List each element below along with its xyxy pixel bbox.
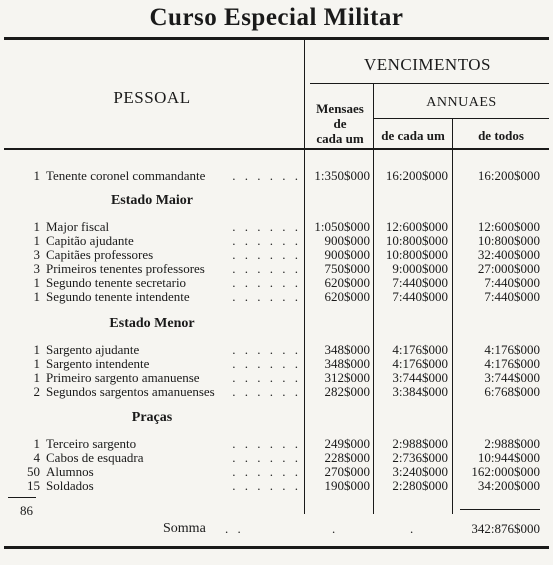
row-quantity: 4	[33, 450, 40, 465]
row-annual-each: 2:280$000	[392, 478, 448, 493]
section-estado-menor: Estado Menor	[109, 316, 195, 331]
row-annual-total: 3:744$000	[484, 370, 540, 385]
row-leader-dots: . . . . . .	[232, 436, 301, 451]
header-mensaes-line3: cada um	[316, 131, 364, 146]
row-annual-total: 10:944$000	[477, 450, 540, 465]
row-annual-each: 3:744$000	[392, 370, 448, 385]
row-leader-dots: . . . . . .	[232, 247, 301, 262]
row-quantity: 15	[27, 478, 40, 493]
row-quantity: 50	[27, 464, 40, 479]
row-annual-total: 7:440$000	[484, 275, 540, 290]
row-leader-dots: . . . . . .	[232, 233, 301, 248]
table-row	[0, 357, 553, 371]
table-row	[0, 343, 553, 357]
row-leader-dots: . . . . . .	[232, 478, 301, 493]
row-mensal: 620$000	[324, 289, 370, 304]
row-annual-each: 12:600$000	[385, 219, 448, 234]
row-quantity: 1	[33, 168, 40, 183]
header-mensaes	[307, 101, 373, 146]
somma-dot-c1: .	[332, 521, 336, 536]
row-quantity: 1	[33, 219, 40, 234]
page-title: Curso Especial Militar	[149, 4, 404, 31]
somma-rule	[460, 509, 540, 510]
row-mensal: 270$000	[324, 464, 370, 479]
table-row	[0, 385, 553, 399]
row-leader-dots: . . . . . .	[232, 384, 301, 399]
table-row	[0, 371, 553, 385]
row-quantity: 3	[33, 261, 40, 276]
table-row	[0, 451, 553, 465]
row-mensal: 348$000	[324, 356, 370, 371]
row-mensal: 228$000	[324, 450, 370, 465]
table-row	[0, 290, 553, 304]
row-annual-each: 9:000$000	[392, 261, 448, 276]
row-leader-dots: . . . . . .	[232, 289, 301, 304]
row-quantity: 1	[33, 289, 40, 304]
row-label: Soldados	[46, 479, 97, 493]
header-bottom-rule	[4, 148, 549, 150]
row-annual-total: 32:400$000	[477, 247, 540, 262]
row-mensal: 620$000	[324, 275, 370, 290]
section-pracas: Praças	[131, 410, 173, 425]
row-mensal: 900$000	[324, 233, 370, 248]
table-row	[0, 169, 553, 183]
table-row	[0, 465, 553, 479]
row-label: Capitães professores	[46, 248, 156, 262]
row-annual-each: 2:736$000	[392, 450, 448, 465]
row-annual-each: 10:800$000	[385, 233, 448, 248]
header-mensaes-line1: Mensaes	[316, 101, 364, 116]
row-annual-total: 34:200$000	[477, 478, 540, 493]
top-rule	[4, 37, 549, 40]
row-annual-total: 27:000$000	[477, 261, 540, 276]
row-quantity: 3	[33, 247, 40, 262]
row-quantity: 2	[33, 384, 40, 399]
row-mensal: 348$000	[324, 342, 370, 357]
row-leader-dots: . . . . . .	[232, 219, 301, 234]
table-row	[0, 262, 553, 276]
row-leader-dots: . . . . . .	[232, 356, 301, 371]
total-count: 86	[20, 503, 33, 518]
row-label: Terceiro sargento	[46, 437, 139, 451]
table-row	[0, 479, 553, 493]
row-annual-each: 4:176$000	[392, 356, 448, 371]
row-quantity: 1	[33, 233, 40, 248]
row-quantity: 1	[33, 356, 40, 371]
table-row	[0, 276, 553, 290]
row-annual-each: 4:176$000	[392, 342, 448, 357]
header-mensaes-line2: de	[333, 116, 347, 131]
row-mensal: 282$000	[324, 384, 370, 399]
row-label: Segundo tenente secretario	[46, 276, 189, 290]
row-annual-each: 7:440$000	[392, 275, 448, 290]
row-label: Segundos sargentos amanuenses	[46, 385, 218, 399]
row-leader-dots: . . . . . .	[232, 342, 301, 357]
row-label: Segundo tenente intendente	[46, 290, 193, 304]
row-leader-dots: . . . . . .	[232, 275, 301, 290]
row-annual-total: 4:176$000	[484, 356, 540, 371]
header-de-todos: de todos	[478, 128, 524, 143]
row-leader-dots: . . . . . .	[232, 450, 301, 465]
bottom-rule	[4, 546, 549, 549]
table-row	[0, 248, 553, 262]
somma-value: 342:876$000	[471, 521, 540, 536]
row-annual-total: 162:000$000	[471, 464, 540, 479]
row-annual-total: 16:200$000	[477, 168, 540, 183]
row-leader-dots: . . . . . .	[232, 370, 301, 385]
row-quantity: 1	[33, 370, 40, 385]
header-pessoal: PESSOAL	[113, 88, 191, 107]
row-mensal: 312$000	[324, 370, 370, 385]
row-label: Sargento intendente	[46, 357, 152, 371]
row-quantity: 1	[33, 342, 40, 357]
row-annual-total: 6:768$000	[484, 384, 540, 399]
row-annual-each: 16:200$000	[385, 168, 448, 183]
row-label: Primeiros tenentes professores	[46, 262, 208, 276]
row-leader-dots: . . . . . .	[232, 261, 301, 276]
row-label: Tenente coronel commandante	[46, 169, 208, 183]
row-annual-each: 2:988$000	[392, 436, 448, 451]
row-annual-each: 10:800$000	[385, 247, 448, 262]
vencimentos-underline	[310, 83, 549, 84]
row-mensal: 1:050$000	[314, 219, 370, 234]
row-quantity: 1	[33, 275, 40, 290]
row-leader-dots: . . . . . .	[232, 168, 301, 183]
row-quantity: 1	[33, 436, 40, 451]
row-mensal: 900$000	[324, 247, 370, 262]
row-annual-each: 3:240$000	[392, 464, 448, 479]
row-annual-total: 12:600$000	[477, 219, 540, 234]
table-row	[0, 234, 553, 248]
table-row	[0, 220, 553, 234]
row-annual-each: 7:440$000	[392, 289, 448, 304]
header-de-cada-um: de cada um	[381, 128, 445, 143]
section-estado-maior: Estado Maior	[110, 193, 194, 208]
somma-dots: . .	[225, 521, 244, 536]
row-label: Primeiro sargento amanuense	[46, 371, 203, 385]
row-label: Capitão ajudante	[46, 234, 137, 248]
row-annual-total: 4:176$000	[484, 342, 540, 357]
count-rule	[8, 497, 36, 498]
row-mensal: 750$000	[324, 261, 370, 276]
row-label: Sargento ajudante	[46, 343, 142, 357]
header-annuaes: ANNUAES	[426, 95, 497, 110]
row-label: Cabos de esquadra	[46, 451, 146, 465]
row-mensal: 1:350$000	[314, 168, 370, 183]
row-annual-total: 7:440$000	[484, 289, 540, 304]
somma-label: Somma	[163, 521, 206, 536]
row-label: Major fiscal	[46, 220, 112, 234]
row-mensal: 190$000	[324, 478, 370, 493]
table-row	[0, 437, 553, 451]
row-label: Alumnos	[46, 465, 97, 479]
row-leader-dots: . . . . . .	[232, 464, 301, 479]
header-vencimentos: VENCIMENTOS	[363, 55, 492, 74]
row-annual-total: 10:800$000	[477, 233, 540, 248]
annuaes-underline	[374, 118, 549, 119]
row-annual-total: 2:988$000	[484, 436, 540, 451]
somma-dot-c2: .	[410, 521, 414, 536]
row-mensal: 249$000	[324, 436, 370, 451]
row-annual-each: 3:384$000	[392, 384, 448, 399]
